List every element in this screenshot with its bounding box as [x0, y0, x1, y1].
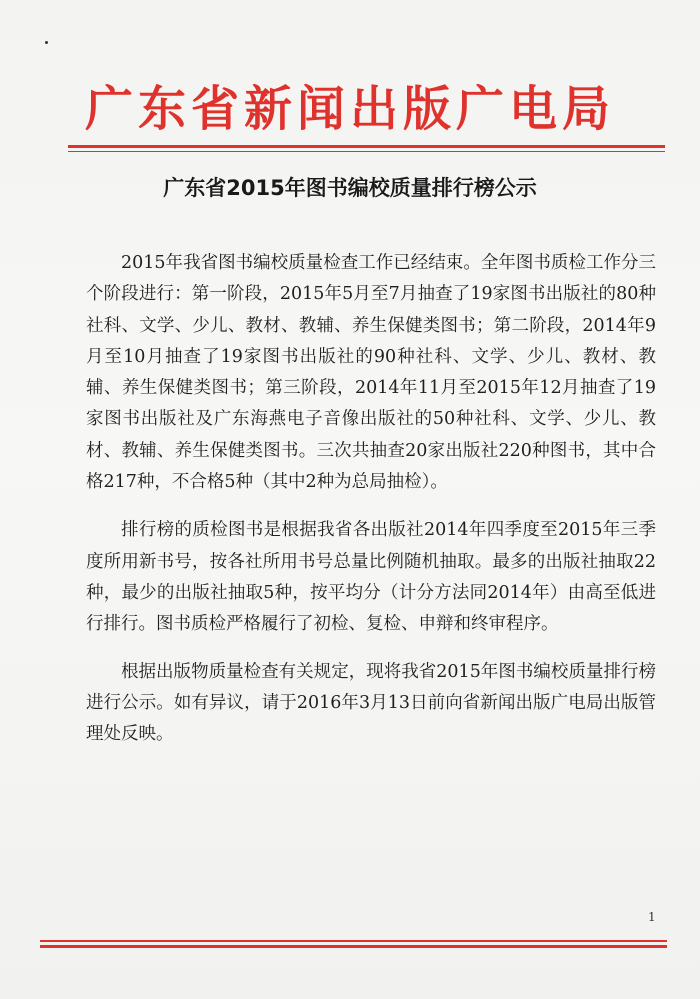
paragraph-1: 2015年我省图书编校质量检查工作已经结束。全年图书质检工作分三个阶段进行：第一阶段，2015年5月至7月抽查了19家图书出版社的80种社科、文学、少儿、教材、教辅、养生保健类图书；第二阶段，2014年9月至10月抽查了19家图书出版社的90种社科、文学、少儿、教材、教辅、养生保健类图书；第三阶段，2014年11月至2015年12月抽查了19家图书出版社及广东海燕电子音像出版社的50种社科、文学、少儿、教材、教辅、养生保健类图书。三次共抽查20家出版社220种图书，其中合格217种，不合格5种（其中2种为总局抽检）。: [86, 253, 656, 493]
paragraph-3: 根据出版物质量检查有关规定，现将我省2015年图书编校质量排行榜进行公示。如有异议，请于2016年3月13日前向省新闻出版广电局出版管理处反映。: [86, 661, 656, 745]
document-title: 广东省2015年图书编校质量排行榜公示: [163, 176, 537, 200]
paragraph-2: 排行榜的质检图书是根据我省各出版社2014年四季度至2015年三季度所用新书号，按各社所用书号总量比例随机抽取。最多的出版社抽取22种，最少的出版社抽取5种，按平均分（计分方法同2014年）由高至低进行排行。图书质检严格履行了初检、复检、申辩和终审程序。: [86, 520, 656, 635]
page-number: 1: [648, 910, 656, 924]
letterhead-rule-thick: [68, 145, 665, 148]
footer-rule-thick: [40, 945, 667, 948]
document-body: [86, 248, 656, 750]
ink-dot: [45, 41, 48, 44]
letterhead-rule-thin: [68, 151, 665, 152]
letterhead-title: 广东省新闻出版广电局: [84, 81, 615, 137]
footer-rule-thin: [40, 940, 667, 942]
